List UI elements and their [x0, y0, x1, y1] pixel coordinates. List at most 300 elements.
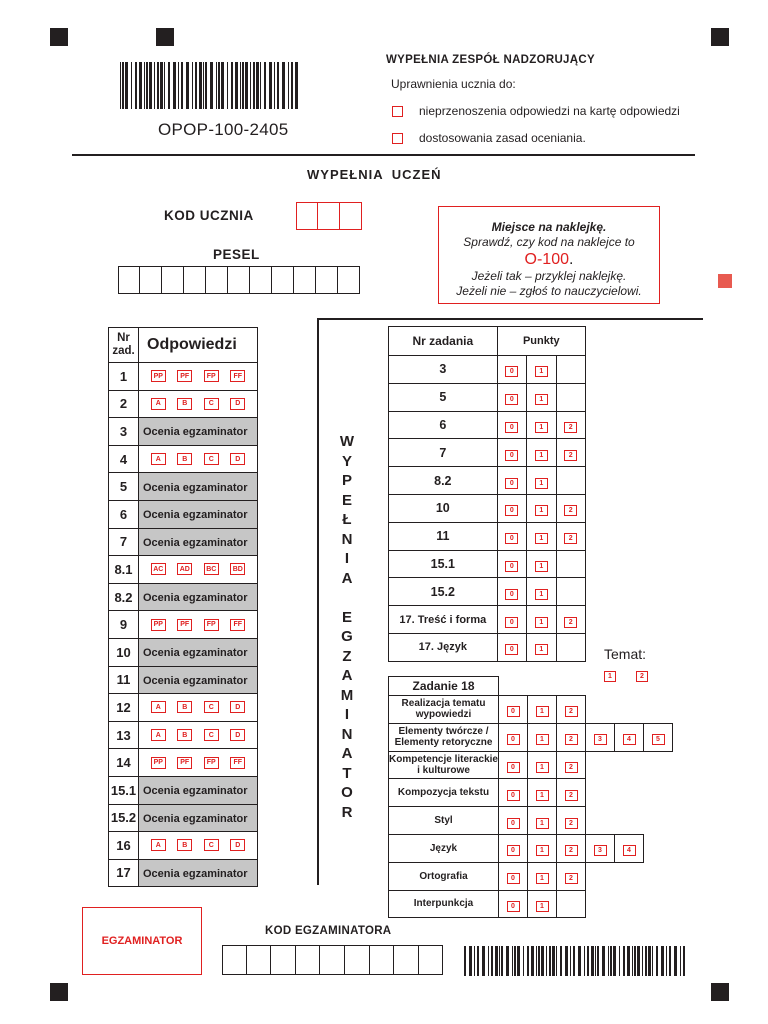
- kod-ucznia-label: KOD UCZNIA: [164, 208, 254, 223]
- answer-task-number: 5: [109, 473, 139, 501]
- task18-point-box[interactable]: 2: [565, 790, 578, 801]
- answer-option-box[interactable]: FF: [230, 370, 245, 382]
- score-cell: [497, 383, 526, 411]
- vertical-letter: I: [344, 550, 350, 567]
- vertical-letter: E: [341, 608, 352, 626]
- answer-option-box[interactable]: B: [177, 839, 192, 851]
- answer-row: [109, 666, 258, 694]
- vertical-letter: A: [341, 745, 353, 762]
- task18-point-box[interactable]: 1: [536, 818, 549, 829]
- pesel-field[interactable]: [118, 266, 360, 294]
- supervisors-heading: WYPEŁNIA ZESPÓŁ NADZORUJĄCY: [386, 54, 595, 66]
- vertical-letter: Z: [342, 647, 352, 665]
- answer-task-number: 7: [109, 528, 139, 556]
- answer-options: [139, 556, 258, 584]
- examiner-graded-label: Ocenia egzaminator: [143, 481, 248, 494]
- score-point-box[interactable]: 0: [505, 394, 518, 405]
- score-point-box[interactable]: 1: [535, 450, 548, 461]
- score-point-box[interactable]: 1: [535, 533, 548, 544]
- score-point-box[interactable]: 0: [505, 589, 518, 600]
- score-point-box[interactable]: 1: [535, 422, 548, 433]
- answer-task-number: 10: [109, 638, 139, 666]
- task18-point-box[interactable]: 5: [652, 734, 665, 745]
- task18-row: [389, 779, 673, 807]
- score-cell: [497, 578, 526, 606]
- task18-score-cell: [557, 807, 586, 835]
- score-point-box[interactable]: 1: [535, 394, 548, 405]
- score-cell: [527, 383, 556, 411]
- task18-point-box[interactable]: 1: [536, 790, 549, 801]
- task18-point-box[interactable]: 2: [565, 734, 578, 745]
- task18-row: [389, 862, 673, 890]
- sticker-code-suffix: .: [569, 251, 574, 268]
- score-cell: [527, 411, 556, 439]
- col-points-header: Punkty: [497, 327, 585, 356]
- answer-option-box[interactable]: B: [177, 453, 192, 465]
- examiner-graded-label: Ocenia egzaminator: [143, 674, 248, 687]
- task18-criterion: Język: [389, 834, 499, 862]
- examiner-graded-cell: [139, 500, 258, 528]
- task18-point-box[interactable]: 0: [507, 734, 520, 745]
- right-checkbox-1[interactable]: [392, 106, 403, 117]
- score-cell: [497, 522, 526, 550]
- task18-score-cell: [615, 834, 644, 862]
- examiner-graded-cell: [139, 418, 258, 446]
- task18-score-cell: [528, 751, 557, 779]
- task18-score-cell: [499, 807, 528, 835]
- score-task-name: 17. Treść i forma: [389, 606, 498, 634]
- side-marker: [718, 274, 732, 288]
- bottom-barcode: [464, 946, 690, 976]
- answer-option-box[interactable]: A: [151, 453, 166, 465]
- examiner-graded-cell: [139, 638, 258, 666]
- score-row: [389, 550, 586, 578]
- answer-row: [109, 749, 258, 777]
- answer-row: [109, 445, 258, 473]
- answer-row: [109, 721, 258, 749]
- task18-criterion: Elementy twórcze / Elementy retoryczne: [389, 723, 499, 751]
- vertical-letter: N: [341, 530, 353, 548]
- score-point-box[interactable]: 0: [505, 450, 518, 461]
- answer-option-box[interactable]: A: [151, 701, 166, 713]
- task18-point-box[interactable]: 2: [565, 873, 578, 884]
- vertical-letter: A: [341, 667, 353, 684]
- answer-task-number: 1: [109, 363, 139, 391]
- answer-option-box[interactable]: A: [151, 839, 166, 851]
- answer-task-number: 16: [109, 832, 139, 860]
- answer-option-box[interactable]: B: [177, 398, 192, 410]
- examiner-graded-cell: [139, 666, 258, 694]
- score-cell: [556, 578, 585, 606]
- answer-row: [109, 638, 258, 666]
- vertical-letter: W: [339, 433, 355, 450]
- answer-task-number: 4: [109, 445, 139, 473]
- task18-score-cell: [586, 723, 615, 751]
- task18-point-box[interactable]: 1: [536, 901, 549, 912]
- score-cell: [497, 467, 526, 495]
- score-task-name: 11: [389, 522, 498, 550]
- vertical-letter: Ł: [342, 511, 352, 528]
- score-row: [389, 356, 586, 384]
- task18-table: [388, 676, 673, 918]
- answer-option-box[interactable]: C: [204, 729, 219, 741]
- examiner-graded-label: Ocenia egzaminator: [143, 592, 248, 605]
- score-task-name: 17. Język: [389, 633, 498, 661]
- answer-row: [109, 418, 258, 446]
- answer-options: [139, 694, 258, 722]
- score-cell: [527, 494, 556, 522]
- temat-option-box[interactable]: 1: [604, 671, 616, 682]
- score-row: [389, 633, 586, 661]
- answer-option-box[interactable]: FP: [204, 619, 219, 631]
- sticker-title: Miejsce na naklejkę.: [491, 220, 607, 234]
- examiner-graded-cell: [139, 583, 258, 611]
- examiner-code-label: KOD EGZAMINATORA: [265, 925, 392, 937]
- score-cell: [527, 439, 556, 467]
- score-point-box[interactable]: 0: [505, 561, 518, 572]
- examiner-graded-label: Ocenia egzaminator: [143, 785, 248, 798]
- score-cell: [556, 411, 585, 439]
- task18-score-cell: [528, 890, 557, 918]
- header-divider: [72, 154, 695, 156]
- score-point-box[interactable]: 1: [535, 478, 548, 489]
- answer-options: [139, 832, 258, 860]
- score-point-box[interactable]: 1: [535, 561, 548, 572]
- score-task-name: 7: [389, 439, 498, 467]
- task18-point-box[interactable]: 1: [536, 873, 549, 884]
- task18-score-cell: [557, 751, 586, 779]
- score-point-box[interactable]: 2: [564, 533, 577, 544]
- task18-criterion: Kompetencje literackie i kulturowe: [389, 751, 499, 779]
- score-cell: [497, 550, 526, 578]
- task18-point-box[interactable]: 0: [507, 790, 520, 801]
- answer-option-box[interactable]: PP: [151, 757, 166, 769]
- answer-option-box[interactable]: PF: [177, 370, 192, 382]
- answer-row: [109, 528, 258, 556]
- registration-mark: [156, 28, 174, 46]
- task18-score-cell: [528, 862, 557, 890]
- task18-row: [389, 723, 673, 751]
- answer-task-number: 2: [109, 390, 139, 418]
- score-point-box[interactable]: 0: [505, 422, 518, 433]
- score-cell: [527, 578, 556, 606]
- score-point-box[interactable]: 0: [505, 533, 518, 544]
- score-point-box[interactable]: 1: [535, 617, 548, 628]
- score-cell: [497, 356, 526, 384]
- answer-options: [139, 611, 258, 639]
- vertical-letter: Y: [341, 452, 352, 470]
- answer-row: [109, 556, 258, 584]
- answer-option-box[interactable]: D: [230, 839, 245, 851]
- task18-heading: Zadanie 18: [389, 677, 499, 696]
- sticker-line1: Sprawdź, czy kod na naklejce to: [463, 235, 635, 249]
- score-point-box[interactable]: 1: [535, 589, 548, 600]
- score-cell: [556, 633, 585, 661]
- task18-point-box[interactable]: 2: [565, 845, 578, 856]
- answer-row: [109, 500, 258, 528]
- answer-option-box[interactable]: PF: [177, 619, 192, 631]
- task18-point-box[interactable]: 0: [507, 818, 520, 829]
- task18-point-box[interactable]: 3: [594, 734, 607, 745]
- score-row: [389, 578, 586, 606]
- score-task-name: 8.2: [389, 467, 498, 495]
- task18-criterion: Realizacja tematu wypowiedzi: [389, 696, 499, 724]
- sticker-code: O-100: [524, 251, 569, 268]
- score-cell: [556, 550, 585, 578]
- answer-row: [109, 363, 258, 391]
- answer-task-number: 3: [109, 418, 139, 446]
- answer-task-number: 13: [109, 721, 139, 749]
- answer-option-box[interactable]: FP: [204, 370, 219, 382]
- answer-option-box[interactable]: AC: [151, 563, 166, 575]
- task18-row: [389, 807, 673, 835]
- answer-task-number: 17: [109, 859, 139, 887]
- answer-task-number: 8.2: [109, 583, 139, 611]
- score-task-name: 10: [389, 494, 498, 522]
- examiner-box: [82, 907, 202, 975]
- answer-option-box[interactable]: C: [204, 701, 219, 713]
- task18-point-box[interactable]: 0: [507, 762, 520, 773]
- task18-criterion: Interpunkcja: [389, 890, 499, 918]
- answer-task-number: 15.2: [109, 804, 139, 832]
- answer-options: [139, 721, 258, 749]
- score-cell: [556, 356, 585, 384]
- examiner-code-field[interactable]: [222, 945, 444, 975]
- right-label-1: nieprzenoszenia odpowiedzi na kartę odpowiedzi: [419, 104, 680, 118]
- task18-score-cell: [499, 696, 528, 724]
- answer-options: [139, 363, 258, 391]
- score-point-box[interactable]: 2: [564, 617, 577, 628]
- task18-score-cell: [499, 834, 528, 862]
- score-cell: [497, 439, 526, 467]
- task18-row: [389, 696, 673, 724]
- examiner-frame-top: [317, 318, 703, 320]
- student-heading: WYPEŁNIA UCZEŃ: [307, 167, 442, 182]
- answer-option-box[interactable]: BC: [204, 563, 219, 575]
- registration-mark: [50, 28, 68, 46]
- score-task-name: 3: [389, 356, 498, 384]
- task18-point-box[interactable]: 3: [594, 845, 607, 856]
- task18-score-cell: [528, 723, 557, 751]
- score-point-box[interactable]: 0: [505, 617, 518, 628]
- vertical-letter: N: [341, 725, 353, 743]
- answer-option-box[interactable]: C: [204, 398, 219, 410]
- score-cell: [556, 467, 585, 495]
- answer-option-box[interactable]: D: [230, 453, 245, 465]
- answer-option-box[interactable]: AD: [177, 563, 192, 575]
- examiner-frame-vertical: [317, 318, 319, 885]
- score-task-name: 6: [389, 411, 498, 439]
- score-task-name: 15.2: [389, 578, 498, 606]
- score-point-box[interactable]: 0: [505, 644, 518, 655]
- answer-row: [109, 611, 258, 639]
- vertical-letter: I: [344, 706, 350, 723]
- task18-point-box[interactable]: 1: [536, 762, 549, 773]
- vertical-letter: E: [341, 491, 352, 509]
- right-checkbox-2[interactable]: [392, 133, 403, 144]
- examiner-graded-label: Ocenia egzaminator: [143, 509, 248, 522]
- task18-score-cell: [557, 834, 586, 862]
- score-point-box[interactable]: 1: [535, 644, 548, 655]
- score-cell: [556, 522, 585, 550]
- task18-point-box[interactable]: 4: [623, 845, 636, 856]
- col-task-header: Nr zadania: [389, 327, 498, 356]
- vertical-letter: G: [341, 628, 353, 645]
- answer-option-box[interactable]: FP: [204, 757, 219, 769]
- task18-point-box[interactable]: 0: [507, 845, 520, 856]
- answer-row: [109, 859, 258, 887]
- answer-row: [109, 832, 258, 860]
- task18-score-cell: [499, 723, 528, 751]
- score-row: [389, 522, 586, 550]
- task18-point-box[interactable]: 1: [536, 734, 549, 745]
- scores-table: [388, 326, 586, 662]
- score-cell: [527, 522, 556, 550]
- answer-option-box[interactable]: B: [177, 701, 192, 713]
- score-row: [389, 383, 586, 411]
- task18-score-cell: [557, 890, 586, 918]
- task18-score-cell: [499, 751, 528, 779]
- vertical-letter: M: [340, 686, 354, 704]
- answer-option-box[interactable]: A: [151, 398, 166, 410]
- task18-score-cell: [499, 890, 528, 918]
- score-point-box[interactable]: 1: [535, 505, 548, 516]
- exam-code: OPOP-100-2405: [158, 120, 289, 139]
- task18-point-box[interactable]: 1: [536, 706, 549, 717]
- answer-option-box[interactable]: A: [151, 729, 166, 741]
- answer-task-number: 12: [109, 694, 139, 722]
- wypelnia-egzaminator-label: [337, 432, 357, 822]
- answer-option-box[interactable]: PP: [151, 619, 166, 631]
- score-cell: [556, 439, 585, 467]
- answer-option-box[interactable]: BD: [230, 563, 245, 575]
- score-row: [389, 606, 586, 634]
- sticker-box: [438, 206, 660, 304]
- score-cell: [497, 411, 526, 439]
- score-cell: [556, 606, 585, 634]
- task18-point-box[interactable]: 0: [507, 873, 520, 884]
- examiner-graded-label: Ocenia egzaminator: [143, 867, 248, 880]
- right-label-2: dostosowania zasad oceniania.: [419, 131, 586, 145]
- answer-task-number: 8.1: [109, 556, 139, 584]
- col-nr-header: Nr zad.: [109, 328, 139, 363]
- task18-criterion: Ortografia: [389, 862, 499, 890]
- task18-score-cell: [557, 862, 586, 890]
- score-cell: [527, 633, 556, 661]
- col-answers-header: Odpowiedzi: [139, 328, 258, 363]
- answer-option-box[interactable]: D: [230, 398, 245, 410]
- task18-criterion: Kompozycja tekstu: [389, 779, 499, 807]
- score-cell: [497, 633, 526, 661]
- answer-task-number: 15.1: [109, 776, 139, 804]
- score-cell: [527, 606, 556, 634]
- score-point-box[interactable]: 2: [564, 450, 577, 461]
- vertical-letter: P: [341, 472, 352, 489]
- examiner-graded-label: Ocenia egzaminator: [143, 647, 248, 660]
- temat-option-box[interactable]: 2: [636, 671, 648, 682]
- answer-options: [139, 445, 258, 473]
- task18-score-cell: [557, 696, 586, 724]
- answer-option-box[interactable]: D: [230, 701, 245, 713]
- score-row: [389, 439, 586, 467]
- answer-options: [139, 749, 258, 777]
- answer-option-box[interactable]: C: [204, 839, 219, 851]
- vertical-letter: R: [341, 803, 353, 821]
- task18-row: [389, 890, 673, 918]
- answer-option-box[interactable]: FF: [230, 619, 245, 631]
- answer-task-number: 14: [109, 749, 139, 777]
- task18-point-box[interactable]: 2: [565, 762, 578, 773]
- examiner-graded-cell: [139, 473, 258, 501]
- score-point-box[interactable]: 0: [505, 366, 518, 377]
- answer-option-box[interactable]: PF: [177, 757, 192, 769]
- vertical-letter: T: [342, 764, 352, 782]
- task18-point-box[interactable]: 0: [507, 706, 520, 717]
- task18-score-cell: [528, 834, 557, 862]
- pesel-label: PESEL: [213, 247, 260, 262]
- score-cell: [556, 383, 585, 411]
- task18-score-cell: [615, 723, 644, 751]
- examiner-graded-cell: [139, 776, 258, 804]
- answer-options: [139, 390, 258, 418]
- task18-point-box[interactable]: 0: [507, 901, 520, 912]
- score-row: [389, 494, 586, 522]
- score-cell: [527, 550, 556, 578]
- rights-intro: Uprawnienia ucznia do:: [391, 77, 516, 91]
- sticker-line3: Jeżeli nie – zgłoś to nauczycielowi.: [456, 284, 642, 298]
- temat-label: Temat:: [604, 646, 647, 662]
- task18-row: [389, 834, 673, 862]
- kod-ucznia-field[interactable]: [296, 202, 362, 230]
- examiner-graded-cell: [139, 859, 258, 887]
- examiner-graded-label: Ocenia egzaminator: [143, 536, 248, 549]
- task18-score-cell: [528, 696, 557, 724]
- answer-row: [109, 804, 258, 832]
- score-cell: [556, 494, 585, 522]
- score-cell: [527, 356, 556, 384]
- task18-criterion: Styl: [389, 807, 499, 835]
- top-barcode: [120, 62, 300, 109]
- answer-option-box[interactable]: FF: [230, 757, 245, 769]
- score-point-box[interactable]: 0: [505, 505, 518, 516]
- registration-mark: [711, 28, 729, 46]
- answer-task-number: 9: [109, 611, 139, 639]
- score-point-box[interactable]: 1: [535, 366, 548, 377]
- answer-option-box[interactable]: B: [177, 729, 192, 741]
- task18-point-box[interactable]: 2: [565, 706, 578, 717]
- score-row: [389, 411, 586, 439]
- answer-option-box[interactable]: D: [230, 729, 245, 741]
- examiner-graded-label: Ocenia egzaminator: [143, 812, 248, 825]
- task18-score-cell: [644, 723, 673, 751]
- task18-point-box[interactable]: 2: [565, 818, 578, 829]
- task18-score-cell: [528, 807, 557, 835]
- task18-point-box[interactable]: 4: [623, 734, 636, 745]
- examiner-graded-label: Ocenia egzaminator: [143, 426, 248, 439]
- score-point-box[interactable]: 2: [564, 505, 577, 516]
- answer-row: [109, 390, 258, 418]
- answer-option-box[interactable]: C: [204, 453, 219, 465]
- registration-mark: [711, 983, 729, 1001]
- answer-task-number: 11: [109, 666, 139, 694]
- task18-point-box[interactable]: 1: [536, 845, 549, 856]
- answer-option-box[interactable]: PP: [151, 370, 166, 382]
- score-point-box[interactable]: 2: [564, 422, 577, 433]
- score-cell: [497, 494, 526, 522]
- answers-table: [108, 327, 258, 887]
- vertical-letter: O: [341, 784, 353, 801]
- score-point-box[interactable]: 0: [505, 478, 518, 489]
